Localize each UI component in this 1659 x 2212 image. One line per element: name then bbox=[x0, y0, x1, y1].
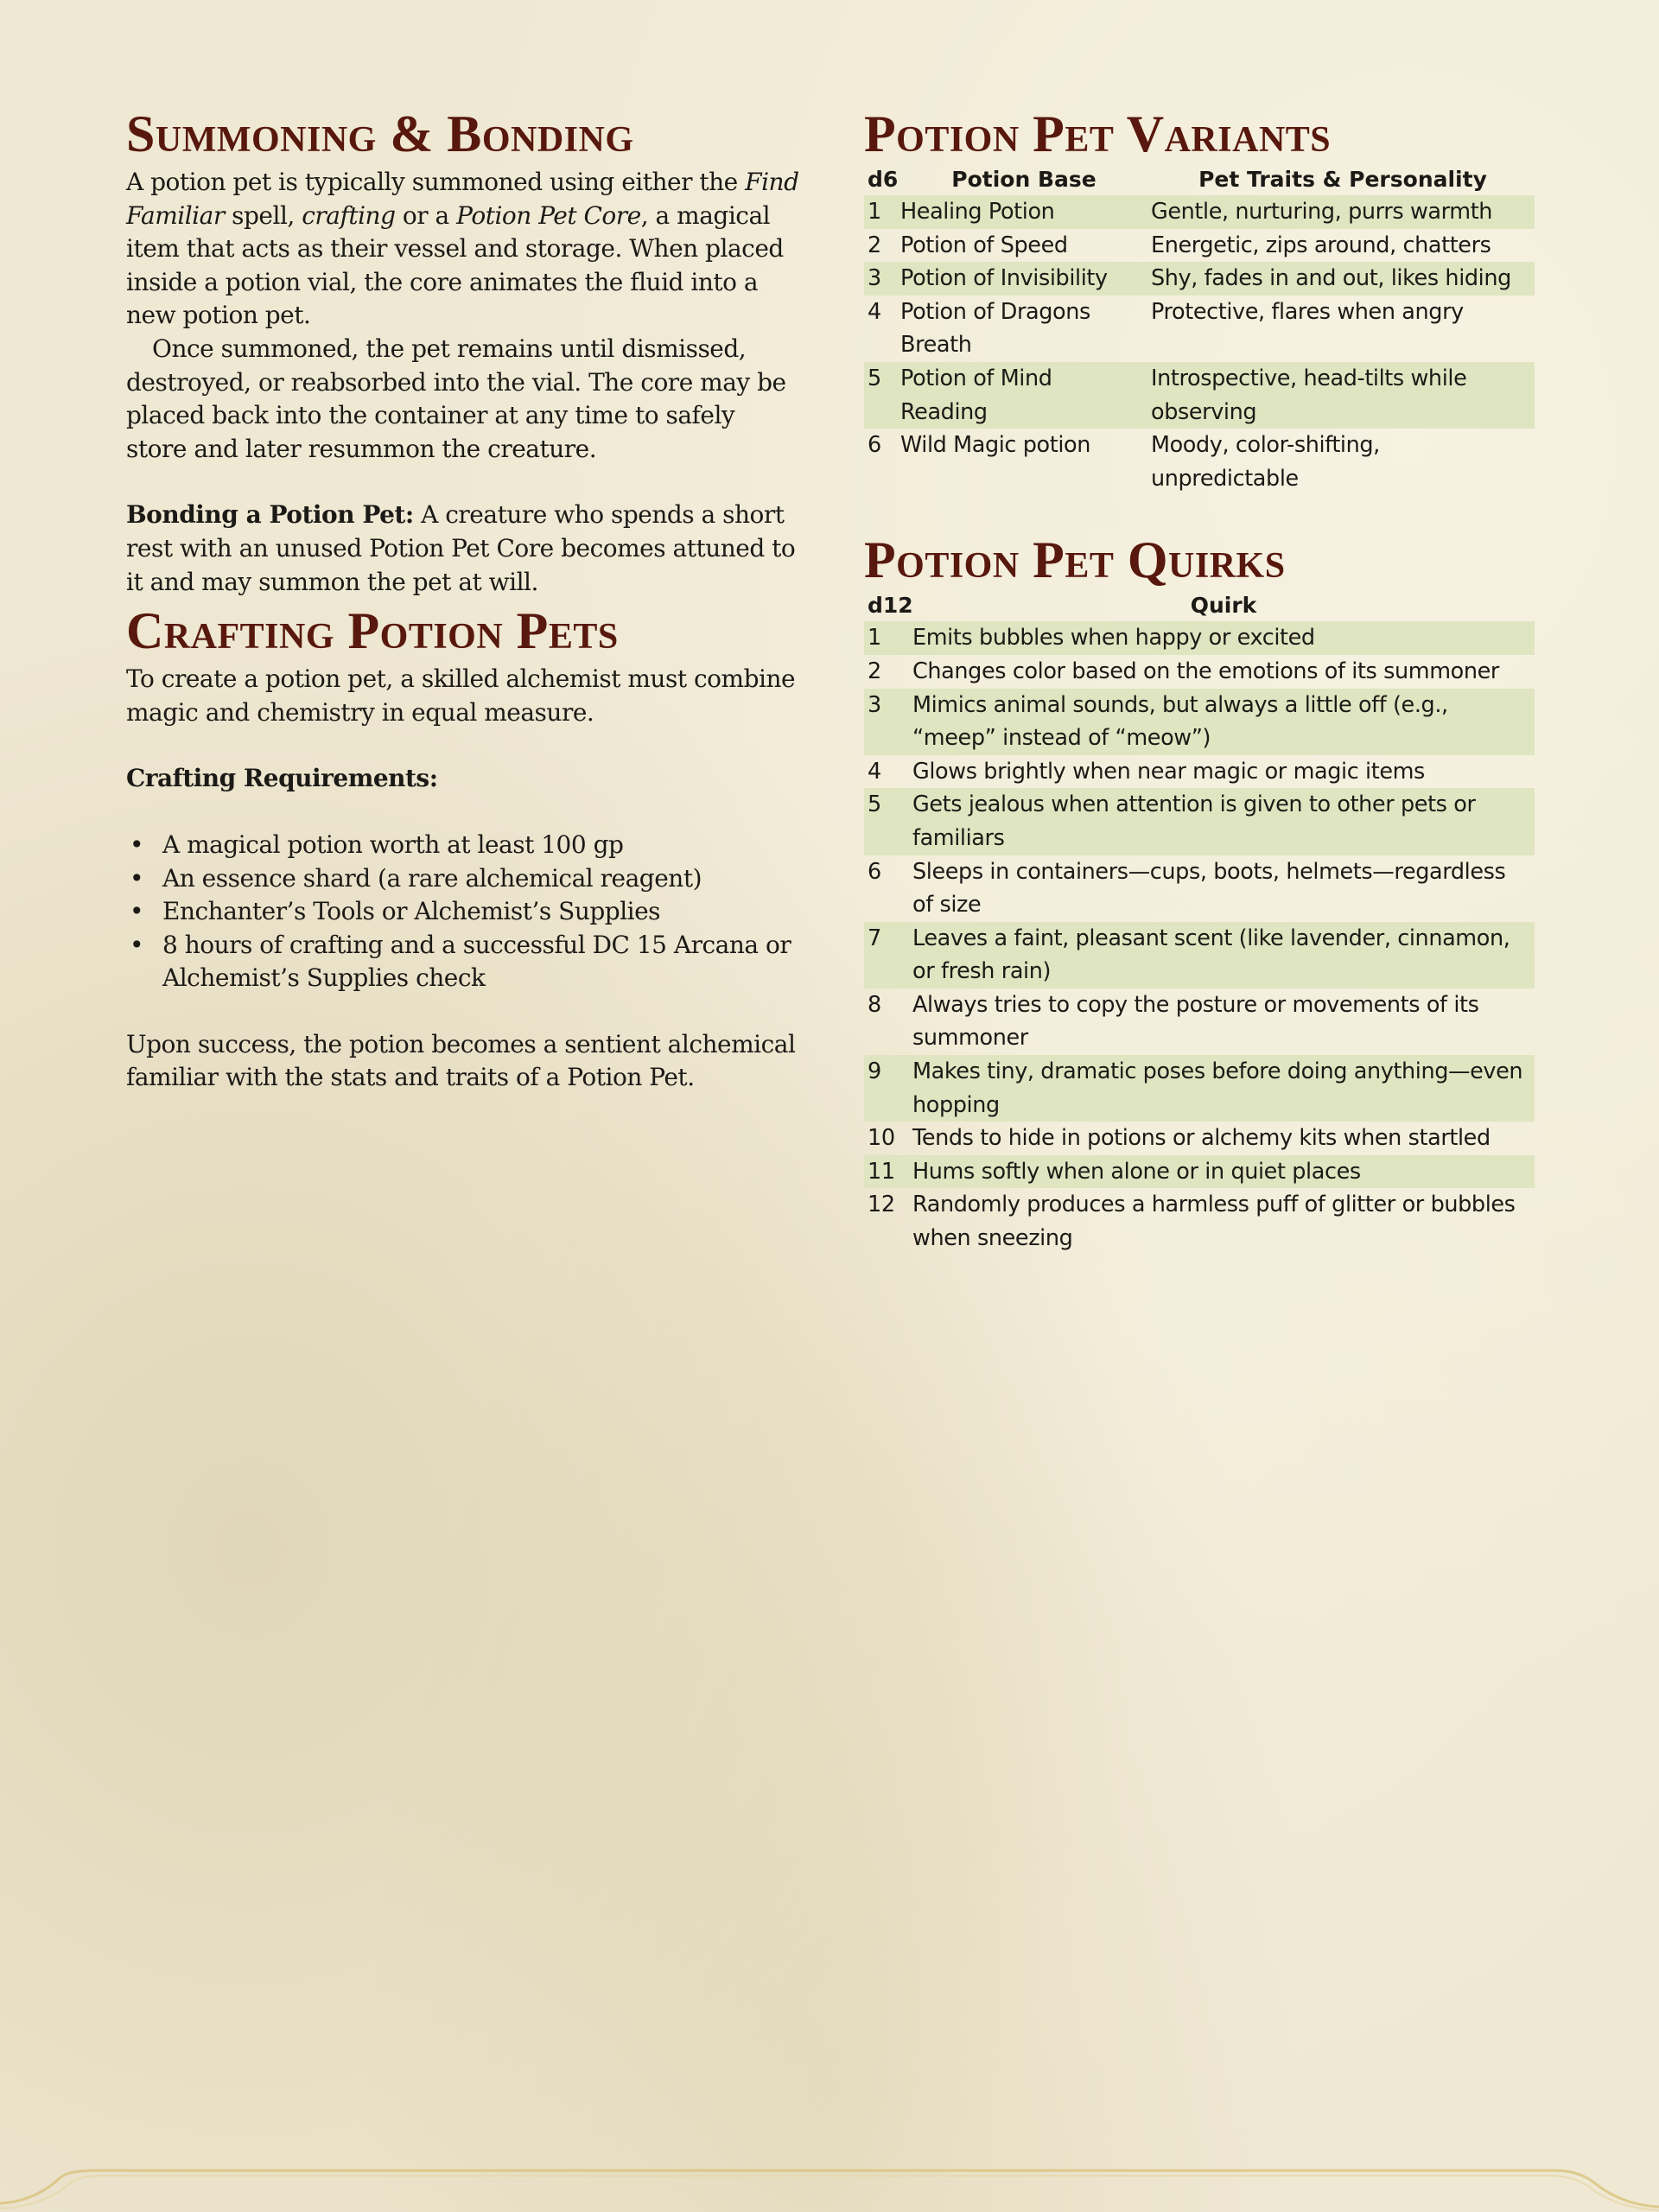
roll-cell: 7 bbox=[864, 922, 909, 988]
column-header-potion-base: Potion Base bbox=[951, 167, 1096, 192]
quirk-cell: Makes tiny, dramatic poses before doing anything—even hopping bbox=[909, 1055, 1535, 1122]
list-item: • A magical potion worth at least 100 gp bbox=[162, 829, 800, 862]
roll-cell: 11 bbox=[864, 1155, 909, 1189]
quirk-cell: Always tries to copy the posture or movements of its summoner bbox=[912, 991, 1479, 1052]
table-row bbox=[864, 755, 1535, 789]
table-row bbox=[864, 362, 1535, 429]
roll-cell: 9 bbox=[864, 1055, 909, 1122]
table-row bbox=[864, 788, 1535, 855]
table-row bbox=[864, 621, 1535, 655]
table-row bbox=[864, 655, 1535, 689]
roll-cell: 4 bbox=[868, 298, 881, 325]
roll-cell: 1 bbox=[864, 621, 909, 655]
roll-cell: 5 bbox=[864, 788, 909, 855]
text-run: A potion pet is typically summoned using either the bbox=[126, 168, 746, 196]
list-item: • 8 hours of crafting and a successful DC 15 Arcana or Alchemist’s Supplies check bbox=[162, 929, 800, 995]
column-header-d12: d12 bbox=[868, 593, 913, 619]
table-row bbox=[864, 296, 1535, 362]
italic-crafting: crafting bbox=[302, 200, 396, 230]
list-item: • Enchanter’s Tools or Alchemist’s Supplies bbox=[162, 895, 800, 929]
text-run: spell, bbox=[224, 200, 302, 230]
left-column bbox=[126, 102, 800, 1095]
table-row bbox=[864, 922, 1535, 988]
table-row bbox=[864, 195, 1535, 229]
table-row bbox=[864, 262, 1535, 296]
quirk-cell: Randomly produces a harmless puff of glitter or bubbles when sneezing bbox=[912, 1192, 1516, 1252]
table-row bbox=[864, 1188, 1535, 1255]
quirk-cell: Hums softly when alone or in quiet places bbox=[909, 1155, 1535, 1189]
crafting-outro: Upon success, the potion becomes a sentient alchemical familiar with the stats and traits of a Potion Pet. bbox=[126, 1029, 796, 1092]
table-header-row bbox=[864, 166, 1535, 195]
traits-cell: Introspective, head-tilts while observing bbox=[1147, 362, 1535, 429]
roll-cell: 2 bbox=[868, 232, 881, 258]
table-row bbox=[864, 229, 1535, 263]
quirks-table bbox=[864, 592, 1535, 1255]
potion-base-cell: Potion of Dragons Breath bbox=[900, 298, 1090, 359]
quirk-cell: Changes color based on the emotions of its summoner bbox=[912, 658, 1500, 684]
potion-base-cell: Wild Magic potion bbox=[900, 432, 1090, 459]
spacer bbox=[126, 995, 800, 1028]
traits-cell: Energetic, zips around, chatters bbox=[1151, 232, 1491, 258]
summoning-paragraph-1 bbox=[126, 166, 800, 333]
crafting-intro: To create a potion pet, a skilled alchemist must combine magic and chemistry in equal measure. bbox=[126, 664, 796, 727]
right-column bbox=[864, 102, 1535, 1255]
table-header-row bbox=[864, 592, 1535, 621]
crafting-requirements-label: Crafting Requirements: bbox=[126, 764, 438, 793]
spacer bbox=[126, 729, 800, 762]
bonding-label: Bonding a Potion Pet: bbox=[126, 500, 414, 530]
summoning-heading: Summoning & Bonding bbox=[126, 105, 634, 162]
table-row bbox=[864, 689, 1535, 755]
traits-cell: Protective, flares when angry bbox=[1151, 298, 1464, 325]
traits-cell: Moody, color-shifting, unpredictable bbox=[1151, 432, 1380, 492]
quirk-cell: Emits bubbles when happy or excited bbox=[909, 621, 1535, 655]
variants-table bbox=[864, 166, 1535, 495]
spacer bbox=[126, 796, 800, 829]
roll-cell: 5 bbox=[864, 362, 897, 429]
table-row bbox=[864, 988, 1535, 1055]
quirk-cell: Glows brightly when near magic or magic items bbox=[912, 758, 1425, 785]
text-run: or a bbox=[395, 200, 457, 230]
potion-base-cell: Potion of Speed bbox=[900, 232, 1068, 258]
table-row bbox=[864, 1055, 1535, 1122]
spacer bbox=[126, 466, 800, 499]
roll-cell: 10 bbox=[868, 1125, 895, 1152]
column-header-quirk: Quirk bbox=[1190, 593, 1257, 619]
italic-potion-pet-core: Potion Pet Core bbox=[456, 200, 641, 230]
potion-base-cell: Healing Potion bbox=[897, 195, 1147, 229]
table-row bbox=[864, 1122, 1535, 1155]
quirks-heading: Potion Pet Quirks bbox=[864, 531, 1286, 589]
bonding-text: A creature who spends a short rest with an unused Potion Pet Core becomes attuned to it and may summon the pet at will. bbox=[126, 500, 796, 596]
bonding-paragraph bbox=[126, 499, 800, 599]
roll-cell: 12 bbox=[868, 1192, 895, 1218]
roll-cell: 1 bbox=[864, 195, 897, 229]
column-header-d6: d6 bbox=[868, 167, 899, 192]
italic-find-familiar: Find Familiar bbox=[126, 168, 799, 230]
summoning-paragraph-2: Once summoned, the pet remains until dismissed, destroyed, or reabsorbed into the vial. The core may be placed back into the container at any time to safely store and later resummon the creature. bbox=[126, 334, 786, 463]
requirements-list bbox=[126, 829, 800, 995]
quirk-cell: Sleeps in containers—cups, boots, helmets—regardless of size bbox=[912, 858, 1506, 918]
roll-cell: 6 bbox=[868, 858, 881, 885]
text-run: , a magical item that acts as their vessel and storage. When placed inside a potion vial, the core animates the fluid into a new potion pet. bbox=[126, 200, 784, 330]
roll-cell: 3 bbox=[864, 262, 897, 296]
quirk-cell: Leaves a faint, pleasant scent (like lavender, cinnamon, or fresh rain) bbox=[909, 922, 1535, 988]
potion-base-cell: Potion of Invisibility bbox=[897, 262, 1147, 296]
roll-cell: 4 bbox=[868, 758, 881, 785]
quirk-cell: Mimics animal sounds, but always a little off (e.g., “meep” instead of “meow”) bbox=[909, 689, 1535, 755]
table-row bbox=[864, 429, 1535, 495]
roll-cell: 6 bbox=[868, 432, 881, 459]
table-row bbox=[864, 855, 1535, 922]
quirk-cell: Tends to hide in potions or alchemy kits when startled bbox=[912, 1125, 1491, 1152]
variants-heading: Potion Pet Variants bbox=[864, 105, 1332, 162]
roll-cell: 3 bbox=[864, 689, 909, 755]
footer-flourish bbox=[0, 2152, 1659, 2212]
traits-cell: Shy, fades in and out, likes hiding bbox=[1147, 262, 1535, 296]
roll-cell: 8 bbox=[868, 991, 881, 1018]
list-item: • An essence shard (a rare alchemical reagent) bbox=[162, 862, 800, 896]
roll-cell: 2 bbox=[868, 658, 881, 684]
crafting-heading: Crafting Potion Pets bbox=[126, 602, 619, 660]
column-header-traits: Pet Traits & Personality bbox=[1198, 167, 1487, 192]
potion-base-cell: Potion of Mind Reading bbox=[897, 362, 1147, 429]
quirk-cell: Gets jealous when attention is given to other pets or familiars bbox=[909, 788, 1535, 855]
traits-cell: Gentle, nurturing, purrs warmth bbox=[1147, 195, 1535, 229]
table-row bbox=[864, 1155, 1535, 1189]
